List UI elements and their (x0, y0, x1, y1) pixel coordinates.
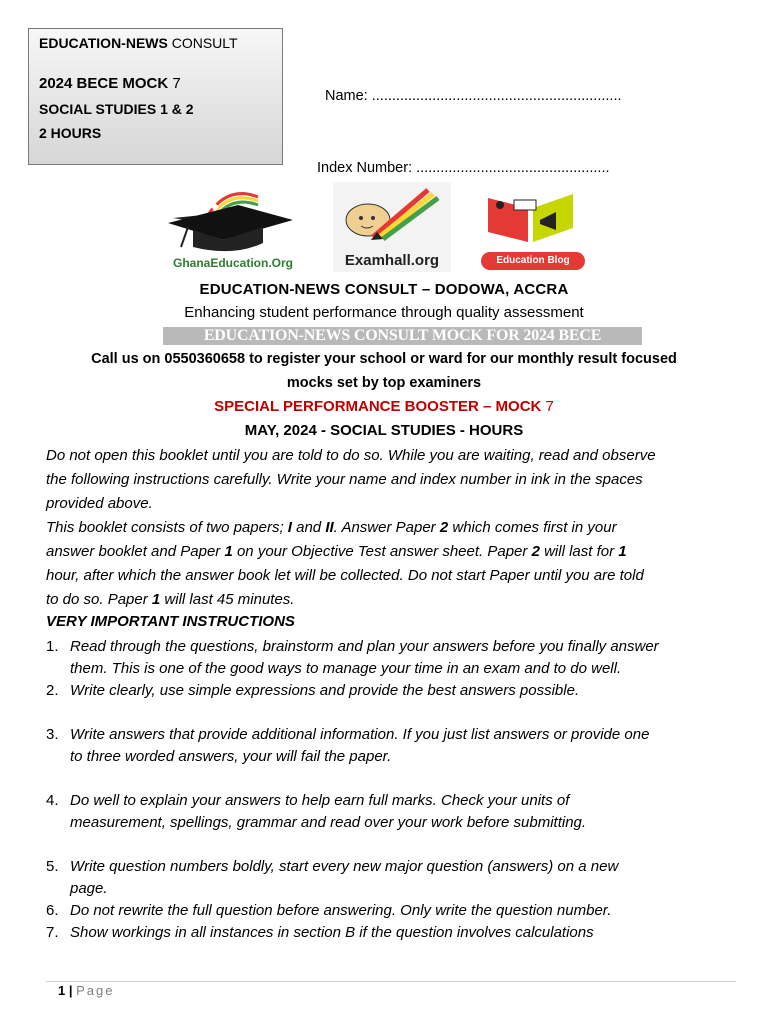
name-field: Name: .............................................................. (325, 88, 622, 104)
header-box (28, 28, 283, 165)
date-line: MAY, 2024 - SOCIAL STUDIES - HOURS (244, 422, 524, 439)
instructions-list: 1. Read through the questions, brainstorm and plan your answers before you finally answer them. This is one of the good ways to manage your time in an exam and to do well. 2. Write clearly, use simple expressions and provide the best answers possible. 3. Write answers that provide additional information. If you just list answers or provide one to three worded answers, your will fail the paper. 4. Do well to explain your answers to help earn full marks. Check your units of measurement, spellings, grammar and read over your work before submitting. 5. Write question numbers boldly, start every new major question (answers) on a new page. 6. Do not rewrite the full question before answering. Only write the question number. 7. Show workings in all instances in section B if the question involves calculations (46, 638, 659, 941)
consult-title: EDUCATION-NEWS CONSULT – DODOWA, ACCRA (199, 281, 569, 298)
examhall-logo-text: Examhall.org (344, 252, 440, 269)
call-line-2: mocks set by top examiners (286, 375, 482, 391)
examhall-logo (333, 182, 451, 272)
paragraph-papers (46, 516, 736, 612)
booster-title: SPECIAL PERFORMANCE BOOSTER – MOCK 7 (214, 398, 554, 415)
para2-line: hour, after which the answer book let will be collected. Do not start Paper until you are told (46, 567, 644, 584)
call-line-1: Call us on 0550360658 to register your school or ward for our monthly result focused (91, 351, 677, 367)
header-duration: 2 HOURS (39, 125, 102, 141)
education-blog-logo (478, 190, 588, 270)
para2-line: This booklet consists of two papers; I and II. Answer Paper 2 which comes first in your (46, 519, 617, 536)
header-subject: SOCIAL STUDIES 1 & 2 (39, 101, 194, 117)
tagline: Enhancing student performance through quality assessment (184, 304, 584, 321)
header-org: EDUCATION-NEWS CONSULT (39, 35, 238, 51)
instructions-heading: VERY IMPORTANT INSTRUCTIONS (46, 613, 295, 630)
education-blog-badge: Education Blog (481, 252, 585, 270)
ghana-education-logo (163, 185, 303, 270)
header-mock: 2024 BECE MOCK 7 (39, 75, 181, 92)
page-footer (58, 983, 114, 998)
para1-line: provided above. (46, 495, 153, 512)
para2-line: answer booklet and Paper 1 on your Objective Test answer sheet. Paper 2 will last for 1 (46, 543, 627, 560)
para1-line: Do not open this booklet until you are told to do so. While you are waiting, read and observe (46, 447, 656, 464)
footer-divider (46, 981, 736, 982)
para2-line: to do so. Paper 1 will last 45 minutes. (46, 591, 295, 608)
page-number: 1 | (58, 983, 73, 998)
paragraph-intro (46, 444, 736, 516)
ghana-education-logo-text: GhanaEducation.Org (172, 256, 293, 270)
index-number-field: Index Number: ................................................ (317, 160, 610, 176)
page-label: Page (76, 983, 115, 998)
mock-banner: EDUCATION-NEWS CONSULT MOCK FOR 2024 BECE (163, 327, 642, 345)
para1-line: the following instructions carefully. Write your name and index number in ink in the spaces (46, 471, 643, 488)
